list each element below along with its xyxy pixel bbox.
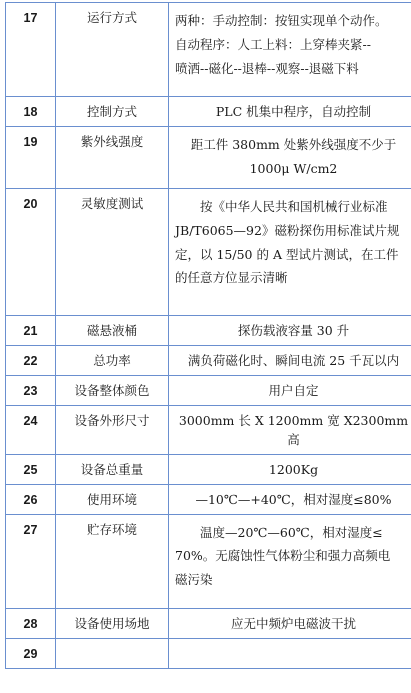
value-line: 应无中频炉电磁波干扰 — [230, 615, 356, 631]
spec-table-container — [5, 2, 411, 669]
value-line: 3000mm 长 X 1200mm 宽 X2300mm 高 — [178, 413, 409, 447]
item-name: 贮存环境 — [56, 514, 169, 608]
table-row — [6, 638, 411, 668]
item-name: 运行方式 — [56, 3, 169, 97]
item-value — [169, 484, 411, 514]
value-line: 温度—20℃—60℃，相对湿度≤ — [200, 524, 383, 540]
item-name: 使用环境 — [56, 484, 169, 514]
item-name: 灵敏度测试 — [56, 189, 169, 316]
value-line: 探伤载液容量 30 升 — [237, 323, 350, 338]
value-line: JB/T6065—92》磁粉探伤用标准试片规 — [175, 222, 400, 238]
row-number: 18 — [6, 97, 56, 127]
value-line: 70%。无腐蚀性气体粉尘和强力高频电 — [175, 548, 391, 564]
table-row — [6, 454, 411, 484]
table-row — [6, 376, 411, 406]
item-value — [169, 346, 411, 376]
item-name: 紫外线强度 — [56, 127, 169, 189]
value-line: 自动程序：人工上料：上穿棒夹紧-- — [175, 36, 371, 52]
table-row — [6, 316, 411, 346]
value-line: —10℃—+40℃，相对湿度≤80% — [195, 491, 392, 507]
row-number: 17 — [6, 3, 56, 97]
value-line: 满负荷磁化时、瞬间电流 25 千瓦以内 — [187, 353, 400, 368]
table-row — [6, 514, 411, 608]
item-name: 设备总重量 — [56, 454, 169, 484]
table-row — [6, 3, 411, 97]
value-line: 按《中华人民共和国机械行业标准 — [200, 199, 388, 214]
row-number: 24 — [6, 406, 56, 455]
item-value — [169, 406, 411, 455]
item-value — [169, 3, 411, 97]
item-name: 设备使用场地 — [56, 608, 169, 638]
item-name: 设备整体颜色 — [56, 376, 169, 406]
item-value — [169, 97, 411, 127]
item-name: 总功率 — [56, 346, 169, 376]
row-number: 22 — [6, 346, 56, 376]
value-line: 磁污染 — [175, 572, 213, 587]
item-name: 设备外形尺寸 — [56, 406, 169, 455]
table-row — [6, 406, 411, 455]
row-number: 19 — [6, 127, 56, 189]
value-line: 定，以 15/50 的 A 型试片测试，在工件 — [175, 246, 399, 262]
table-row — [6, 97, 411, 127]
item-value — [169, 608, 411, 638]
row-number: 26 — [6, 484, 56, 514]
item-value — [169, 454, 411, 484]
table-row — [6, 608, 411, 638]
item-value — [169, 638, 411, 668]
item-value — [169, 376, 411, 406]
value-line: 的任意方位显示清晰 — [175, 270, 288, 286]
row-number: 28 — [6, 608, 56, 638]
table-row — [6, 484, 411, 514]
item-name — [56, 638, 169, 668]
value-line: 两种：手动控制：按钮实现单个动作。 — [175, 13, 388, 28]
row-number: 20 — [6, 189, 56, 316]
spec-table — [5, 2, 411, 669]
value-line: 1000μ W/cm2 — [249, 160, 338, 176]
row-number: 23 — [6, 376, 56, 406]
value-line: 距工件 380mm 处紫外线强度不少于 — [190, 137, 397, 152]
table-row — [6, 346, 411, 376]
value-line: 用户自定 — [268, 383, 319, 398]
item-value — [169, 316, 411, 346]
table-row — [6, 189, 411, 316]
item-name: 磁悬液桶 — [56, 316, 169, 346]
row-number: 25 — [6, 454, 56, 484]
row-number: 29 — [6, 638, 56, 668]
row-number: 21 — [6, 316, 56, 346]
item-name: 控制方式 — [56, 97, 169, 127]
item-value — [169, 514, 411, 608]
item-value — [169, 127, 411, 189]
table-row — [6, 127, 411, 189]
value-line: PLC 机集中程序，自动控制 — [215, 104, 372, 119]
item-value — [169, 189, 411, 316]
value-line: 1200Kg — [268, 461, 319, 477]
value-line: 喷洒--磁化--退棒--观察--退磁下料 — [175, 60, 359, 76]
row-number: 27 — [6, 514, 56, 608]
